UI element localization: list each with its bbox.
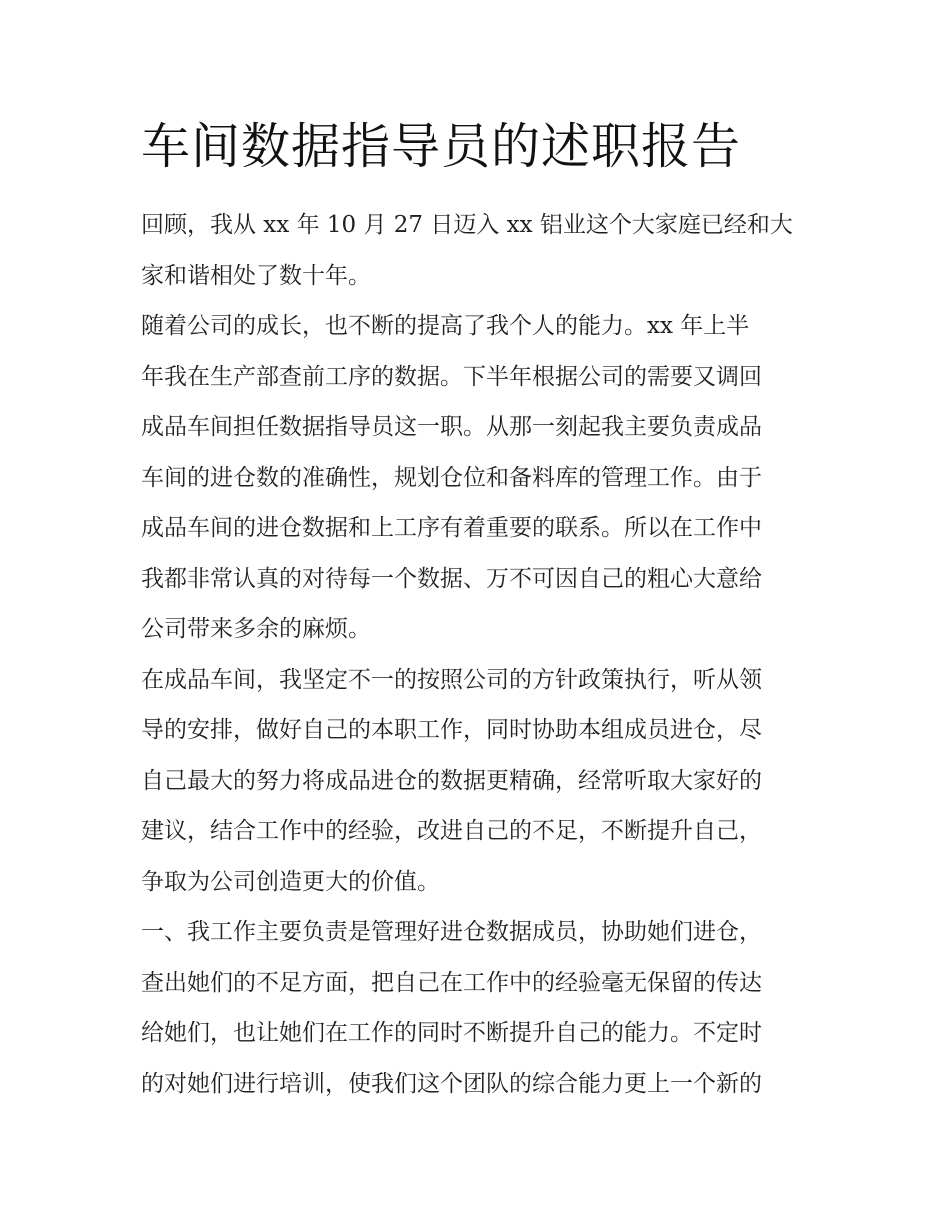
paragraph-line: 成品车间担任数据指导员这一职。从那一刻起我主要负责成品: [141, 414, 762, 440]
paragraph-line: 一、我工作主要负责是管理好进仓数据成员，协助她们进仓，: [141, 919, 762, 945]
paragraph-3: [141, 655, 813, 908]
paragraph-line: 给她们，也让她们在工作的同时不断提升自己的能力。不定时: [141, 1020, 762, 1046]
paragraph-line: 自己最大的努力将成品进仓的数据更精确，经常听取大家好的: [141, 767, 762, 794]
paragraph-line: 查出她们的不足方面，把自己在工作中的经验毫无保留的传达: [141, 969, 762, 996]
paragraph-line: 成品车间的进仓数据和上工序有着重要的联系。所以在工作中: [141, 515, 762, 541]
document-title: 车间数据指导员的述职报告: [141, 118, 742, 175]
paragraph-4: [141, 907, 813, 1109]
paragraph-line: 的对她们进行培训，使我们这个团队的综合能力更上一个新的: [141, 1070, 762, 1097]
paragraph-line: 车间的进仓数的准确性，规划仓位和备料库的管理工作。由于: [141, 464, 762, 491]
paragraph-line: 在成品车间，我坚定不一的按照公司的方针政策执行，听从领: [141, 666, 762, 693]
paragraph-line: 我都非常认真的对待每一个数据、万不可因自己的粗心大意给: [141, 565, 762, 592]
paragraph-line: 家和谐相处了数十年。: [141, 262, 371, 289]
paragraph-line: 回顾，我从 xx 年 10 月 27 日迈入 xx 铝业这个大家庭已经和大: [141, 212, 793, 238]
paragraph-line: 建议，结合工作中的经验，改进自己的不足，不断提升自己，: [141, 818, 762, 844]
paragraph-line: 公司带来多余的麻烦。: [141, 616, 371, 642]
paragraph-1: [141, 200, 813, 301]
paragraph-line: 随着公司的成长，也不断的提高了我个人的能力。xx 年上半: [141, 313, 750, 339]
paragraph-line: 导的安排，做好自己的本职工作，同时协助本组成员进仓，尽: [141, 717, 762, 743]
paragraph-line: 年我在生产部查前工序的数据。下半年根据公司的需要又调回: [141, 363, 762, 390]
document-body: [141, 112, 813, 1109]
paragraph-line: 争取为公司创造更大的价值。: [141, 868, 440, 895]
paragraph-2: [141, 301, 813, 655]
